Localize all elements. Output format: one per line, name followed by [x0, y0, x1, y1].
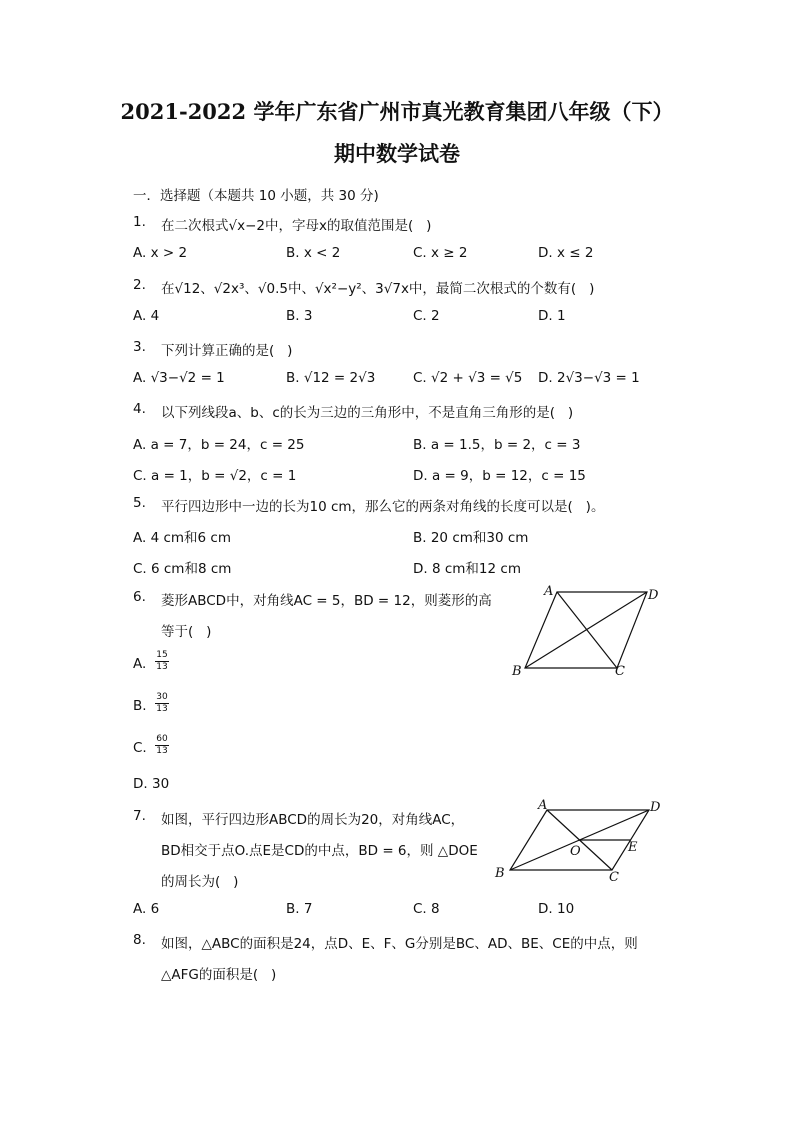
- label-d: D: [650, 800, 661, 815]
- q5-option-c: C. 6 cm和8 cm: [133, 561, 232, 577]
- diagonal-bd: [525, 592, 647, 668]
- label-e: E: [628, 840, 638, 855]
- q1-option-d: D. x ≤ 2: [538, 245, 594, 261]
- q3-option-b: B. √12 = 2√3: [286, 370, 376, 386]
- question-8-text-line1: 如图，△ABC的面积是24，点D、E、F、G分别是BC、AD、BE、CE的中点，则: [161, 936, 638, 952]
- q4-option-b: B. a = 1.5，b = 2，c = 3: [413, 437, 581, 453]
- q6-option-d: D. 30: [133, 776, 170, 792]
- q5-option-b: B. 20 cm和30 cm: [413, 530, 529, 546]
- label-o: O: [570, 844, 581, 859]
- q1-option-b: B. x < 2: [286, 245, 341, 261]
- question-6-number: 6.: [133, 589, 146, 605]
- q7-option-d: D. 10: [538, 901, 575, 917]
- q4-option-a: A. a = 7，b = 24，c = 25: [133, 437, 305, 453]
- q6-option-b: B.: [133, 698, 147, 714]
- question-5-text: 平行四边形中一边的长为10 cm，那么它的两条对角线的长度可以是( )。: [161, 499, 605, 515]
- question-1-text: 在二次根式√x−2中，字母x的取值范围是( ): [161, 218, 432, 234]
- fraction-denominator: 13: [156, 746, 168, 756]
- question-2-text: 在√12、√2x³、√0.5中、√x²−y²、3√7x中，最简二次根式的个数有( ): [161, 281, 595, 297]
- rhombus-figure: [505, 580, 675, 680]
- fraction-numerator: 15: [156, 650, 168, 660]
- label-c: C: [615, 664, 625, 679]
- question-5-number: 5.: [133, 495, 146, 511]
- exam-title-line2: 期中数学试卷: [334, 141, 460, 166]
- label-a: A: [544, 584, 554, 599]
- q6-option-b-fraction: [155, 692, 169, 715]
- label-b: B: [495, 866, 505, 881]
- question-8-number: 8.: [133, 932, 146, 948]
- question-8-text-line2: △AFG的面积是( ): [161, 967, 277, 983]
- q3-option-d: D. 2√3−√3 = 1: [538, 370, 640, 386]
- fraction-numerator: 60: [156, 734, 168, 744]
- question-3-number: 3.: [133, 339, 146, 355]
- q6-option-c-fraction: [155, 734, 169, 757]
- question-6-text-line2: 等于( ): [161, 624, 212, 640]
- label-c: C: [609, 870, 619, 885]
- fraction-numerator: 30: [156, 692, 168, 702]
- q1-option-a: A. x > 2: [133, 245, 188, 261]
- q6-option-a: A.: [133, 656, 147, 672]
- q2-option-c: C. 2: [413, 308, 440, 324]
- question-7-text-line1: 如图，平行四边形ABCD的周长为20，对角线AC，: [161, 812, 465, 828]
- q7-option-a: A. 6: [133, 901, 160, 917]
- q3-option-a: A. √3−√2 = 1: [133, 370, 225, 386]
- label-d: D: [648, 588, 659, 603]
- fraction-denominator: 13: [156, 662, 168, 672]
- q7-option-c: C. 8: [413, 901, 440, 917]
- parallelogram-figure: [492, 796, 672, 886]
- q5-option-d: D. 8 cm和12 cm: [413, 561, 521, 577]
- q4-option-d: D. a = 9，b = 12，c = 15: [413, 468, 586, 484]
- question-2-number: 2.: [133, 277, 146, 293]
- question-1-number: 1.: [133, 214, 146, 230]
- q6-option-a-fraction: [155, 650, 169, 673]
- label-a: A: [538, 798, 548, 813]
- question-7-text-line2: BD相交于点O.点E是CD的中点，BD = 6，则 △DOE: [161, 843, 478, 859]
- section-header: 一．选择题（本题共 10 小题，共 30 分): [133, 188, 379, 204]
- q1-option-c: C. x ≥ 2: [413, 245, 468, 261]
- question-4-text: 以下列线段a、b、c的长为三边的三角形中，不是直角三角形的是( ): [161, 405, 574, 421]
- q4-option-c: C. a = 1，b = √2，c = 1: [133, 468, 297, 484]
- exam-title-line1: 2021-2022 学年广东省广州市真光教育集团八年级（下）: [120, 99, 674, 124]
- q7-option-b: B. 7: [286, 901, 313, 917]
- label-b: B: [512, 664, 522, 679]
- question-7-text-line3: 的周长为( ): [161, 874, 239, 890]
- q2-option-b: B. 3: [286, 308, 313, 324]
- q2-option-a: A. 4: [133, 308, 160, 324]
- question-4-number: 4.: [133, 401, 146, 417]
- q2-option-d: D. 1: [538, 308, 566, 324]
- question-7-number: 7.: [133, 808, 146, 824]
- fraction-denominator: 13: [156, 704, 168, 714]
- q3-option-c: C. √2 + √3 = √5: [413, 370, 523, 386]
- q5-option-a: A. 4 cm和6 cm: [133, 530, 231, 546]
- q6-option-c: C.: [133, 740, 147, 756]
- question-6-text-line1: 菱形ABCD中，对角线AC = 5，BD = 12，则菱形的高: [161, 593, 492, 609]
- question-3-text: 下列计算正确的是( ): [161, 343, 293, 359]
